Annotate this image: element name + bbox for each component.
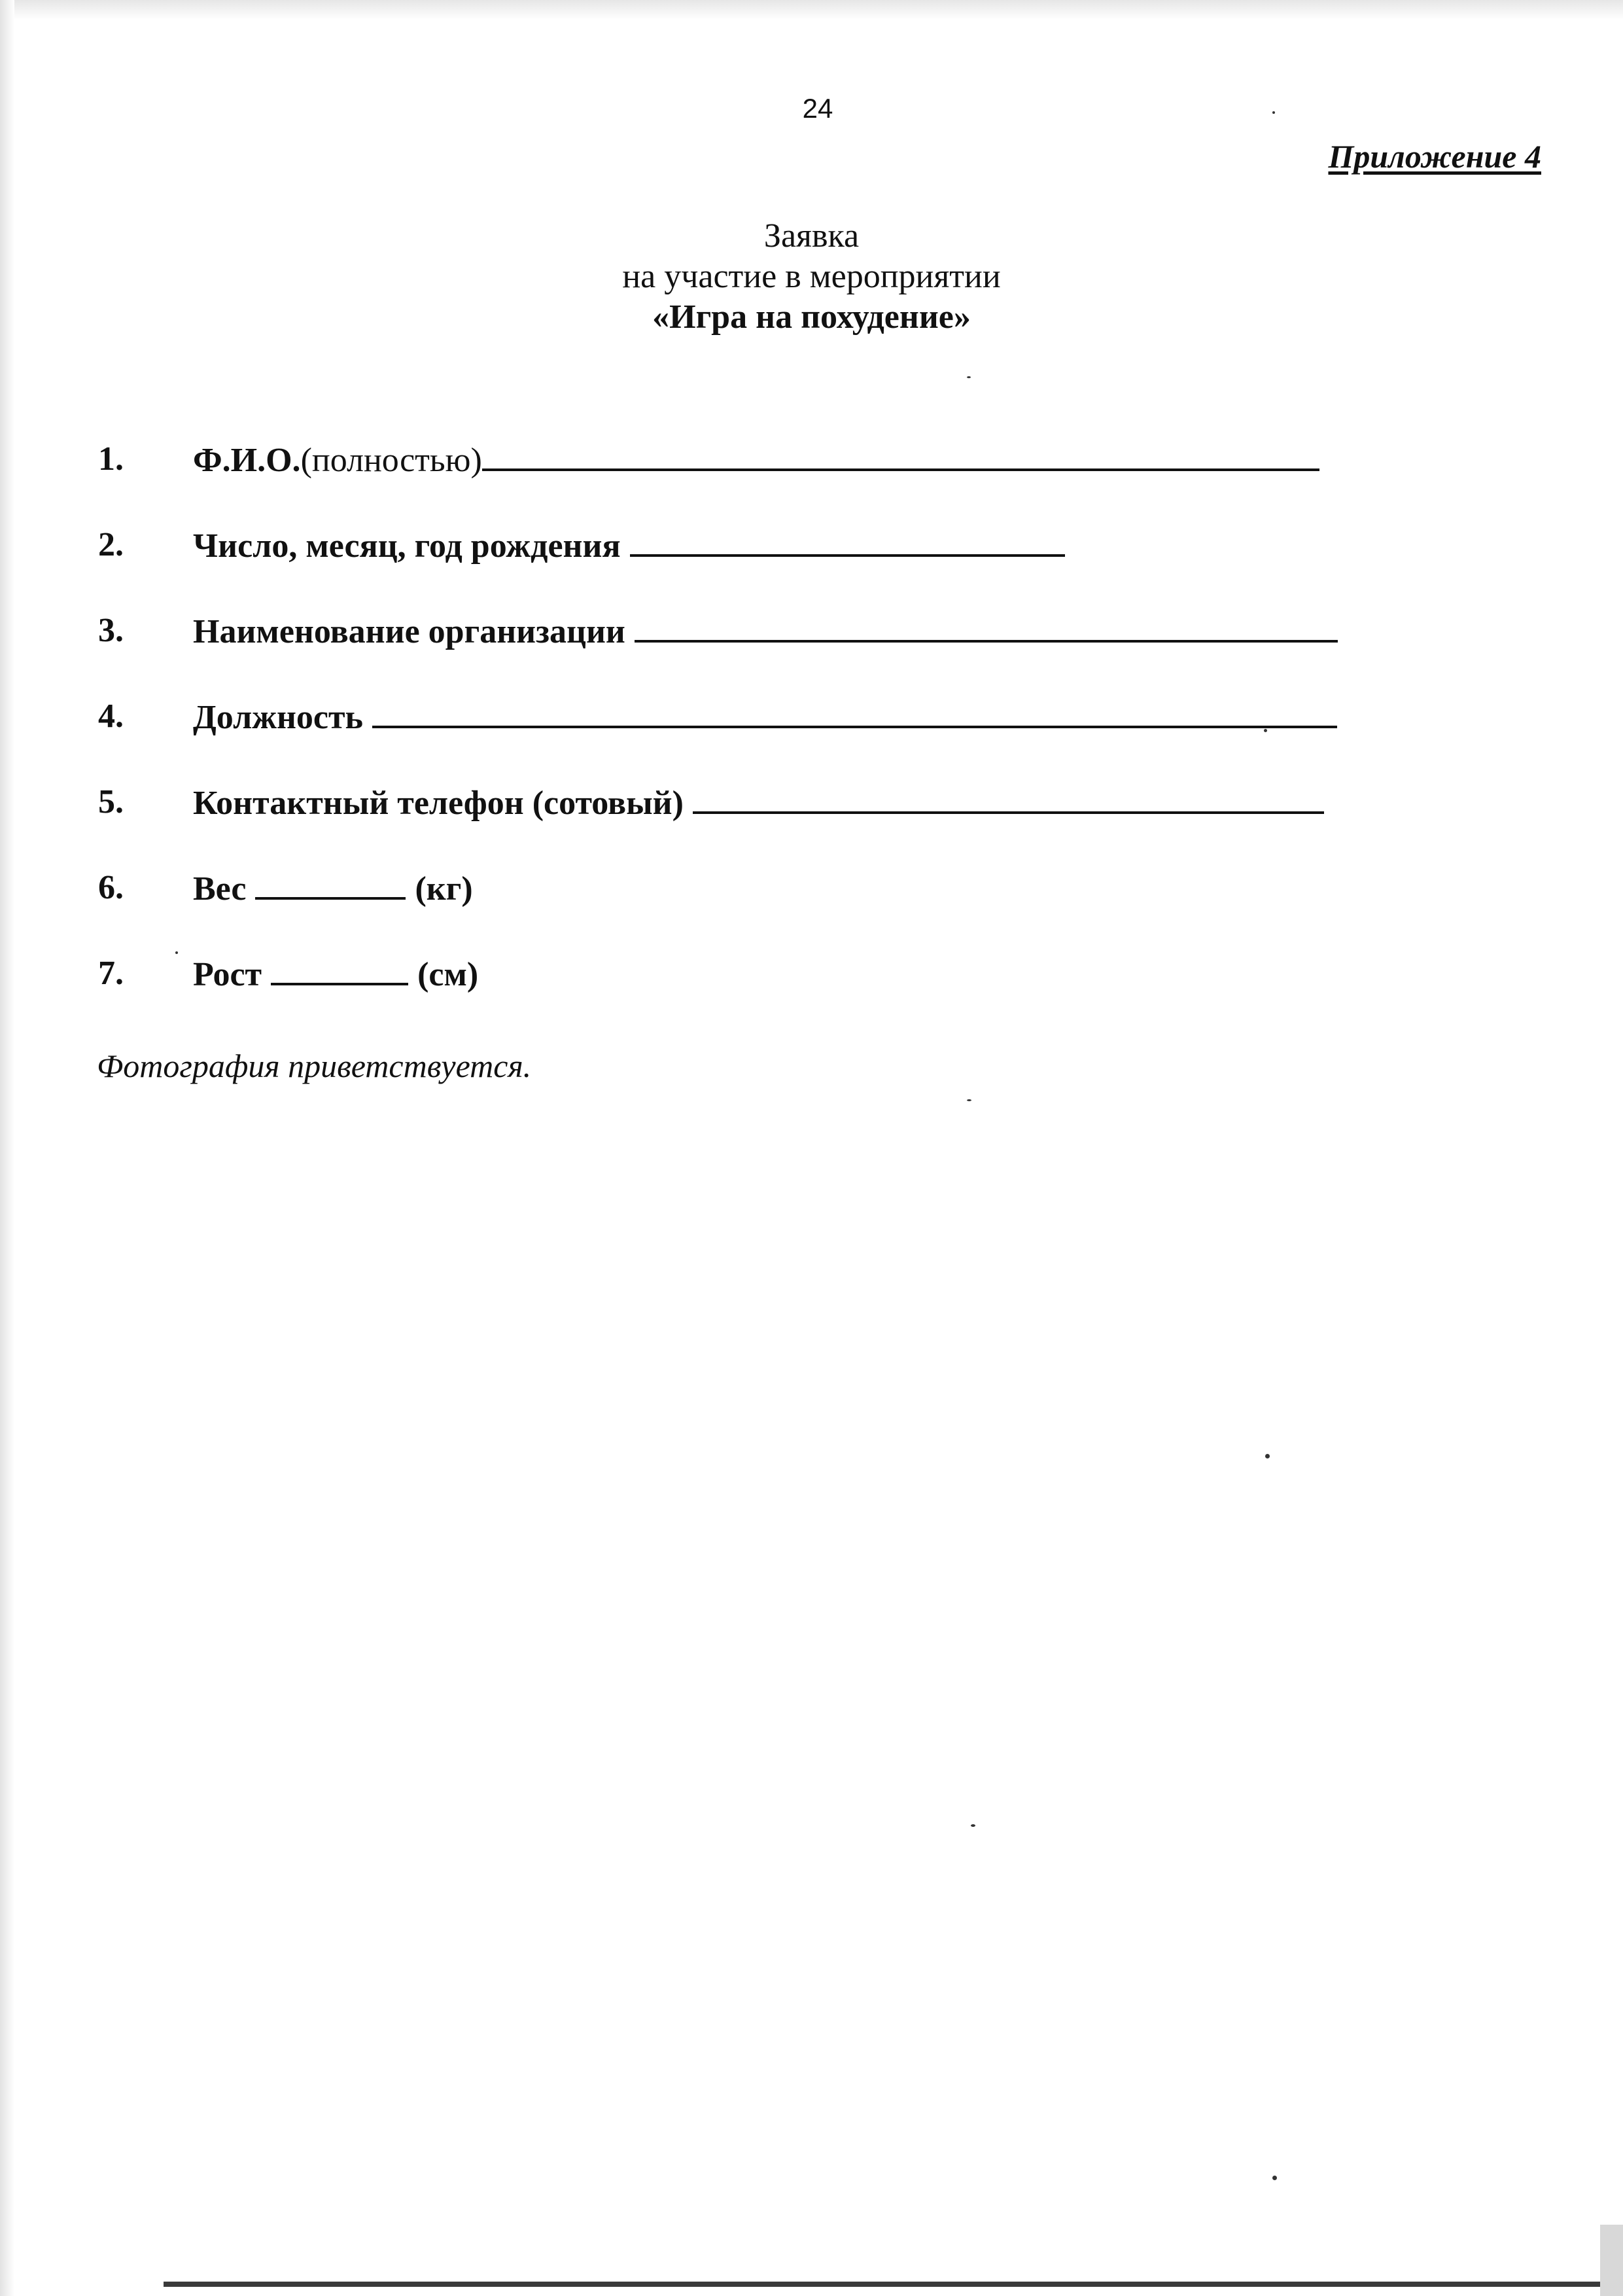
- field-height: [98, 954, 1537, 1040]
- field-full-name: [98, 440, 1537, 525]
- field-position: [98, 697, 1537, 783]
- weight-blank[interactable]: [255, 868, 406, 900]
- height-unit: (см): [417, 956, 479, 993]
- field-label: Ф.И.О.: [193, 442, 301, 479]
- appendix-label: Приложение 4: [1328, 138, 1541, 175]
- scan-edge-bottom: [164, 2282, 1623, 2287]
- field-label: Наименование организации: [193, 613, 625, 650]
- field-number: 7.: [98, 955, 124, 992]
- field-label: Вес: [193, 870, 247, 908]
- birth-date-blank[interactable]: [630, 525, 1065, 557]
- form-header: [0, 216, 1623, 338]
- scan-speck: [967, 1099, 971, 1101]
- field-label: Число, месяц, год рождения: [193, 527, 621, 565]
- organization-blank[interactable]: [635, 611, 1338, 643]
- scan-speck: [1264, 729, 1267, 732]
- scan-speck: [971, 1824, 975, 1827]
- field-organization: [98, 611, 1537, 697]
- scan-speck: [1272, 111, 1275, 114]
- form-title: Заявка: [763, 217, 860, 255]
- field-weight: [98, 868, 1537, 954]
- field-number: 4.: [98, 698, 124, 735]
- phone-blank[interactable]: [693, 783, 1324, 814]
- scan-speck: [175, 951, 178, 954]
- scan-edge-left: [0, 0, 14, 2296]
- field-label: Должность: [193, 699, 364, 736]
- field-label: Контактный телефон (сотовый): [193, 785, 684, 822]
- scan-edge-right: [1600, 2225, 1623, 2296]
- scan-speck: [1272, 2176, 1277, 2180]
- field-phone: [98, 783, 1537, 868]
- field-number: 1.: [98, 440, 124, 478]
- scan-edge-top: [0, 0, 1623, 20]
- field-number: 5.: [98, 783, 124, 821]
- page-number: 24: [802, 93, 833, 124]
- height-blank[interactable]: [271, 954, 408, 985]
- field-label-note: (полностью): [300, 442, 482, 479]
- application-fields: [98, 440, 1537, 1040]
- field-number: 3.: [98, 612, 124, 649]
- field-birth-date: [98, 525, 1537, 611]
- scan-speck: [967, 376, 971, 378]
- field-number: 2.: [98, 526, 124, 563]
- event-name: «Игра на похудение»: [652, 298, 971, 336]
- weight-unit: (кг): [415, 870, 473, 908]
- scan-speck: [1265, 1454, 1270, 1458]
- full-name-blank[interactable]: [482, 440, 1319, 471]
- photo-note: Фотография приветствуется.: [97, 1048, 532, 1084]
- position-blank[interactable]: [372, 697, 1337, 728]
- form-subtitle: на участие в мероприятии: [622, 258, 1001, 295]
- field-number: 6.: [98, 869, 124, 906]
- field-label: Рост: [193, 956, 262, 993]
